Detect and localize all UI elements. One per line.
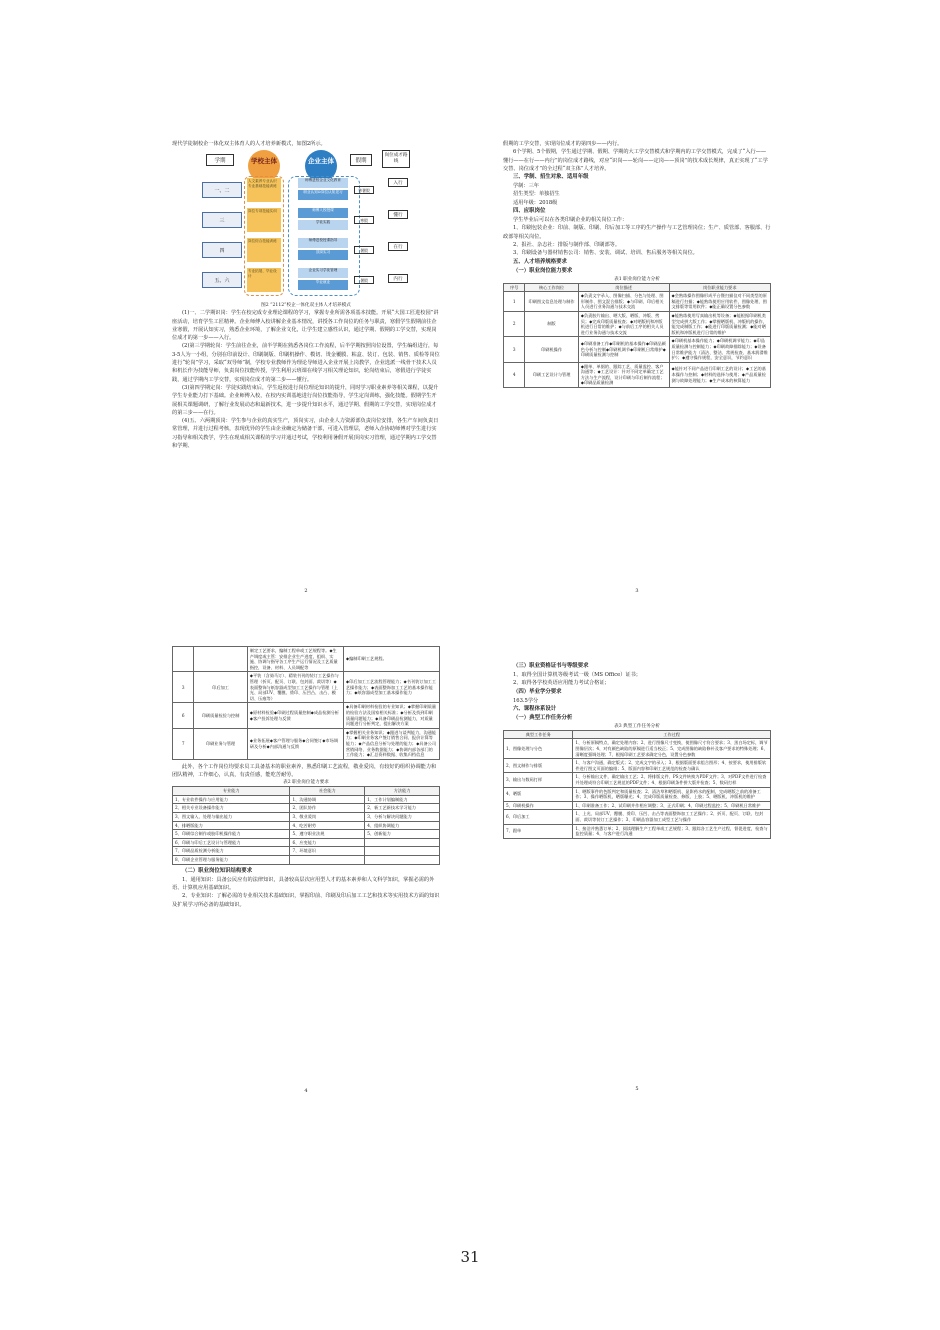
subsection-heading: （四）毕业学分要求	[513, 688, 562, 695]
page-number: 3	[635, 588, 639, 594]
table-header-cell: 序号	[504, 283, 525, 292]
table-header-cell: 方法能力	[365, 787, 440, 796]
document-page-2	[172, 140, 440, 600]
table-row	[173, 856, 440, 865]
vacation-box: 寒暑假	[354, 186, 374, 194]
table-cell: 2、团队协作	[290, 804, 365, 813]
table-cell: 1、图像处理与分色	[504, 739, 573, 759]
table-cell: 7、印刷品质检测分析能力	[173, 847, 290, 856]
table-cell: 3、分析与解决问题能力	[365, 813, 440, 822]
table-cell: 印刷图文信息处理与制作	[525, 292, 578, 312]
table-row	[173, 647, 440, 672]
term-header: 学期	[206, 154, 234, 166]
table-cell: 5、遵守职业法规	[290, 830, 365, 839]
document-page-5	[503, 662, 771, 1098]
table-cell: ◆原材料检验◆印刷过程质量控制◆成品检测分析◆客户投诉处理与反馈	[247, 703, 343, 728]
school-item: 专业拓展、毕业设计	[247, 268, 281, 292]
table-row	[173, 830, 440, 839]
table-row	[173, 728, 440, 759]
paragraph: (2)第三学期轮岗：学生前往企业，前半学期在熟悉各岗位工作流程，后半学期按照岗位设置，学生编组进行，每3-5人为一小组，分别在印前设计、印刷制版、印刷机操作、模切、烫金覆膜、粘盒、装订、包装、销售、质检等岗位进行“轮岗”学习，采取“双导师”制，学校专业教师作为理论导师进入企业开展上岗教学，企业选派一线骨干技术人员和机长作为技能导师，负责岗位技能传授，学生利用云班课在线学习相关理论知识，轮岗结束后，寒假进行学徒实践，通过学期内工学交替，实现岗位成才的第二步——懂行。	[172, 343, 440, 383]
table-cell: 印刷质量检验与控制	[194, 703, 247, 728]
table-cell: 制版	[525, 311, 578, 336]
paragraph: (4)五、六两期顶岗：学生参与企业的真实生产，顶岗实习，由企业人力资源部负责岗位安排，各生产车间负责日常管理，并进行过程考核，表现优异的学生由企业确定为储备干部，可进入管理层，老师入企协助师傅对学生进行实习指导和相关教学，学生在现成相关课程的学习并通过考试，学校利用暑假开展顶岗实习管理，通过学期内工学交替和学期、	[172, 418, 439, 450]
table-row	[173, 703, 440, 728]
table-cell: 1、与客户沟通，确定版式；2、完成文字的录入；3、根据版面要求组合图形；4、按要求，使用排版软件进行图文页面的编排；5、版面内容和印刷工艺规范的检查与确认	[573, 759, 771, 773]
table-cell: ◆印刷准备工作◆印刷机的基本操作◆印刷品颜色分析与控制◆印刷机调节◆印刷机日常维护◆印刷质量检测与控制	[578, 337, 669, 362]
route-step: 内行	[388, 274, 408, 283]
table-cell: ◆跟单、单据的、跟踪工艺、质量监控、客户沟通等；◆工艺设计：针对不同定单确定工艺方法与生产流程，设计印刷与印后制作流程；◆印刷品质量检测	[578, 362, 669, 387]
enterprise-item: 职业认知&岗位认知见习	[298, 190, 348, 200]
table-row	[504, 739, 771, 759]
enterprise-item: 师傅进校企业文化教育	[298, 178, 348, 188]
school-item: 岗位综合技能训练	[247, 238, 281, 262]
table-cell: 1	[504, 292, 525, 312]
table-cell: 2、相关专业设备操作能力	[173, 804, 290, 813]
training-model-figure	[172, 150, 440, 300]
paragraph: 163.5学分	[513, 697, 539, 704]
table-cell: 5、印刷综合制作或胶印机操作能力	[173, 830, 290, 839]
paragraph: 假期的工学交替，实现岗位成才的第四步——内行。	[503, 141, 623, 147]
list-item: 1、印刷包装企业：印前、制版、印刷、印后加工等工序的生产操作与工艺管理岗位；生产、质管部、客服部、行政部等相关岗位。	[503, 225, 771, 240]
table-cell: ◆印刷机基本操作能力；◆印刷机调节能力；◆印品质量检测与控制能力；◆印刷故障排除能力；◆设备日常维护能力（清洁、整洁、常规检查、基本润滑维护）；◆遵守操作规程，安全意识，节约意识	[669, 337, 770, 362]
table-header-cell: 工作过程	[573, 730, 771, 739]
list-item: 学制：三年	[513, 183, 539, 190]
table-header-cell: 典型工作任务	[504, 730, 573, 739]
table-cell: ◆能熟练使用写真输出机等设备；◆能根据印刷机类型完成拼大版工作；◆掌握晒版机、冲版机的操作，能完成制版工作；◆能进行印版质量检测；◆能对晒版机和冲版机进行日常的维护	[669, 311, 770, 336]
table-header-cell: 社会能力	[290, 787, 365, 796]
enterprise-item: 学徒实践	[298, 220, 348, 230]
page-number: 5	[635, 1086, 639, 1092]
table-header-row	[504, 283, 771, 292]
table-cell: 1、接洽并熟悉订单；2、阅读理解生产工程单或工艺规程；3、跟踪各工艺生产过程，督促进度，检查与监控质量；4、与客户进行沟通	[573, 824, 771, 838]
table-cell: 3	[173, 672, 194, 703]
table-row	[504, 787, 771, 801]
enterprise-subject-label: 企业主体	[308, 157, 334, 166]
table-cell: 6	[173, 703, 194, 728]
paragraph: (1)一、二学期识岗：学生在校完成专业理论课程的学习，掌握专业所需各项基本技能。开展“大国工匠进校园”讲座活动，培育学生工匠精神。企业师傅入校讲解企业基本情况，讲授各工作岗位的任务与职责，寒假学生假期前往企业寒假，开展认知实习，熟悉企业环境，了解企业文化，让学生建立感性认识，通过学期、假期的工学交替，实现岗位成才的第一步——入行。	[172, 310, 439, 342]
school-item: 岗位专项技能实训	[247, 208, 281, 232]
table-cell	[290, 856, 365, 865]
table-cell: 3	[504, 337, 525, 362]
table-cell: ◆印后加工工艺流程管理能力；◆书刊装订加工工艺操作能力；◆表面整饰加工工艺的基本操作能力；◆纸容器成型加工基本操作能力	[343, 672, 439, 703]
subsection-heading: （一）职业岗位能力要求	[513, 267, 573, 274]
list-item: 3、印刷设备与器材销售公司：销售、安装、调试、培训、售后服务等相关岗位。	[513, 250, 698, 257]
term-box: 五、六	[202, 272, 242, 288]
table-row	[504, 292, 771, 312]
table-cell	[173, 647, 194, 672]
table-cell: 1、工作计划编制能力	[365, 795, 440, 804]
table-cell: 1、上光、局部UV、覆膜、烫印、压凹、击凸等表面整饰加工工艺操作；2、折页、配页、订联、包封面、裁切等装订工艺操作；3、印刷品容器加工成型工艺与操作	[573, 810, 771, 824]
intro-text: 现代学徒制校企一体化双主体育人的人才培养新模式，如图2所示。	[172, 141, 326, 147]
paragraph: 6个学期、5个假期，学生通过学期、假期、学期的大工学交替模式和学期内的工学交替模式，完成了“入行——懂行——在行——内行”的岗位成才路线，对应“识岗——轮岗——定岗——顶岗”的技术成长规律，真正实现了“工学交替、岗位成才”的全过程“双主体”人才培养。	[503, 149, 768, 172]
table-cell	[365, 856, 440, 865]
table-cell: ◆负责文字录入、图像扫描、分色与处理、图形制作、图文混合排版；◆与印刷、印后相关人员进行业务沟通与技术交流	[578, 292, 669, 312]
table-cell: 1、分析输出文件，确定输出工艺；2、将排版文件、PS文件转换为PDF文件；3、对PDF文件进行检查并处理成符合印刷工艺规范的PDF文件；4、根据印刷条件拼大版并检查；5、数码打样	[573, 773, 771, 787]
enterprise-item: 师傅入校授课	[298, 208, 348, 218]
table-header-row	[173, 787, 440, 796]
route-step: 懂行	[388, 210, 408, 219]
table-row	[504, 824, 771, 838]
table-cell: 2、图文制作与排版	[504, 759, 573, 773]
table-cell: 6、印刷与印后工艺设计与管理能力	[173, 838, 290, 847]
paragraph: 2、专业知识：了解必需的专业相关技术基础知识，掌握印前、印刷及印后加工工艺和技术等实用技术方面的知识及扩展学习所必备的基础知识。	[172, 893, 440, 908]
table-cell: 3、图文输入、处理与输出能力	[173, 813, 290, 822]
table-row	[173, 804, 440, 813]
table-cell: 印刷业务与管理	[194, 728, 247, 759]
table-header-cell: 岗位职业能力要求	[669, 283, 770, 292]
table-cell: ◆负责胶片输出、晒大版、晒版、冲版、拷贝；◆完成印版质量检查；◆对晒版机和冲版机进行日常的维护；◆与前后工序的相关人员进行业务沟通与技术交流	[578, 311, 669, 336]
figure-caption: 图2 “2112”校企一体化双主体人才培养模式	[261, 303, 351, 309]
table-cell: 1、沟通协调	[290, 795, 365, 804]
table-cell: 2、新工艺新技术学习能力	[365, 804, 440, 813]
table-cell: ◆编制印刷工艺规程。	[343, 647, 439, 672]
table-cell: 4、吃苦耐劳	[290, 821, 365, 830]
table-cell: 1、分析原稿特点，确定处理内容；2、进行图像尺寸变换，使图像尺寸符合要求；3、黑白场定标，调节图像层次；4、对有颜色缺陷的原稿进行适当校正；5、完成图像的缺陷修补及客户要求的特殊处理；6、清晰度强调处理；7、根据印刷工艺要求确定分色，设置分色参数	[573, 739, 771, 759]
table-cell: ◆能针对不同产品进行印刷工艺的设计；◆工艺的基本操作与控制；◆材料的选择与使用；◆产品质量检测与故障处理能力；◆生产成本的核算能力	[669, 362, 770, 387]
subsection-heading: （三）职业资格证书与等级要求	[513, 663, 589, 669]
table-cell: 6、应变能力	[290, 838, 365, 847]
table-cell	[365, 847, 440, 856]
vacation-box: 寒假	[354, 216, 374, 224]
table-cell: 3、敬业爱岗	[290, 813, 365, 822]
table-caption: 表3 典型工作任务分析	[614, 723, 660, 729]
term-box: 一、二	[202, 182, 242, 198]
route-header: 岗位成才路线	[382, 150, 410, 168]
vacation-header: 假期	[350, 154, 372, 166]
table-cell: 7、跟单	[504, 824, 573, 838]
route-step: 在行	[388, 242, 408, 251]
paragraph: 此外，各个工作岗位均要求员工具备基本的职业素养，熟悉印刷工艺流程，敬业爱岗，有较好的组织协调能力和团队精神，工作细心，认真，有责任感，能吃苦耐劳。	[172, 763, 437, 778]
typical-task-table	[503, 730, 771, 839]
table-cell: 2	[504, 311, 525, 336]
document-page-4	[172, 646, 440, 1100]
table-row	[173, 672, 440, 703]
table-caption: 表2 职业岗位能力要求	[283, 780, 329, 786]
document-page-3	[503, 140, 771, 600]
table-cell: ◆掌握相关业务知识；◆跟进与谈判能力，沟通能力；◆印刷业务客户签订销售合同、报价计算等能力；◆产品信息分析与处理的能力；◆具备公司营销网络、业务数据能力；◆协调内部各部门的工作能力；◆汇总资料数据、收集归档信息	[343, 728, 439, 759]
enterprise-item: 顶岗实习	[298, 250, 348, 260]
page-number: 2	[304, 588, 308, 594]
table-cell: 1、专业软件操作与应用能力	[173, 795, 290, 804]
vacation-box: 暑假	[354, 276, 374, 284]
table-cell: 8、印刷企业管理与服务能力	[173, 856, 290, 865]
table-cell: 1、晒版事件的色版判定和质量检查；2、清洁草和晒版机、显影药水的配制，完成晒版之前的准备工作；3、操作晒版机，晒版曝光；4、完成印版质量检查、修版、上胶；5、晒版机、冲版机的维护	[573, 787, 771, 801]
job-ability-table-continued	[172, 646, 440, 760]
subsection-heading: （二）职业岗位知识结构要求	[182, 867, 253, 874]
list-item: 2、报社、杂志社：排版与制作部、印刷部等。	[513, 241, 621, 248]
list-item: 1、取得全国计算机等级考试一级（MS Office）证书；	[513, 672, 641, 678]
list-item: 招生类型：单独招生	[513, 191, 560, 198]
school-item: 人文素养专业认识专业基础技能训练	[247, 178, 281, 202]
table-cell: 印刷机操作	[525, 337, 578, 362]
enterprise-item: 企业实习学徒管理	[298, 268, 348, 278]
table-cell	[365, 838, 440, 847]
section-heading: 六、课程体系设计	[513, 705, 557, 712]
table-row	[504, 362, 771, 387]
paragraph: 1、通用知识：具备公民应有的法律知识，具备较高层次应用型人才的基本素养和人文科学知识，掌握必需的外语、计算机应用基础知识。	[172, 876, 435, 891]
paragraph: (3)第四学期定岗：学徒实践结束后，学生返校进行岗位理论知识的提升，同时学习职业素养等相关课程，以提升学生专业能力打下基础。企业师傅入校，在校内实训基地进行岗位技能指导，学生定岗训练，强化技能。假期学生开展相关课题调研，了解行业发展动态和最新技术，进一步提升知识水平，通过学期、假期的工学交替，实现岗位成才的第三步——在行。	[172, 384, 439, 416]
table-header-cell: 岗位描述	[578, 283, 669, 292]
vacation-box: 暑假	[354, 246, 374, 254]
table-row	[173, 838, 440, 847]
table-cell: ◆具备印刷材料检验的专业知识；◆掌握印刷质量的检验方法及国家相关标准；◆分析及找到印刷质量问题能力；◆具备印刷品检测能力，对质量问题进行分析判定，提出解决方案	[343, 703, 439, 728]
section-heading: 三、学制、招生对象、适用年级	[513, 174, 589, 181]
table-row	[504, 801, 771, 810]
table-row	[173, 813, 440, 822]
job-ability-table	[503, 283, 771, 389]
table-cell: 1、印刷准备工作；2、试印刷并作相应调整；3、正式印刷；4、印刷过程监控；5、印刷机日常维护	[573, 801, 771, 810]
term-box: 三	[202, 212, 242, 228]
section-heading: 五、人才培养规格要求	[513, 258, 567, 265]
table-row	[504, 810, 771, 824]
table-cell: ◆业务拓展◆客户管理与服务◆合同签订◆市场调研及分析◆内部沟通与反馈	[247, 728, 343, 759]
table-cell: 制定工艺要求，编制工程单或工艺规程等。◆生产调度或主管：安排企业生产进度，组织、实施、协调与指导各工序生产运行情况及工艺质量指控，设备、材料、人员调配等	[247, 647, 343, 672]
table-row	[173, 795, 440, 804]
table-row	[504, 311, 771, 336]
school-subject-label: 学校主体	[251, 157, 277, 166]
enterprise-item: 毕业就业	[298, 280, 348, 290]
list-item: 适用年级：2018级	[513, 199, 558, 206]
table-cell: 4、排晒版能力	[173, 821, 290, 830]
table-cell: 印后加工	[194, 672, 247, 703]
table-cell: 7	[173, 728, 194, 759]
term-box: 四	[202, 242, 242, 258]
table-cell: 4、晒版	[504, 787, 573, 801]
list-item: 2、取得各学校英语应用能力考试合格证；	[513, 680, 610, 687]
table-cell: ◆会熟练操作图像形成平台暨扫描仪对不同类型的原稿进行扫描；◆能熟练使用应用软件，图像处理、图文排版等常用软件；◆能正确设置分色参数	[669, 292, 770, 312]
table-cell: 5、创新能力	[365, 830, 440, 839]
table-cell	[194, 647, 247, 672]
sheet-page-number: 31	[460, 1248, 480, 1266]
table-cell: ◆平装（含骑马订）、精装书刊的装订工艺操作与管理（折页、配页、订联、包封面、裁切等）◆表面整饰与纸容器成型加工工艺操作与管理（上光、局部UV、覆膜、烫印、压凹凸、击凸、模切、压痕等）	[247, 672, 343, 703]
table-row	[504, 759, 771, 773]
table-row	[504, 773, 771, 787]
paragraph: 学生毕业后可以在各类印刷企业的相关岗位工作：	[513, 217, 628, 224]
table-cell: 3、输出与数码打样	[504, 773, 573, 787]
table-cell: 4、组织协调能力	[365, 821, 440, 830]
ability-requirements-table	[172, 786, 440, 864]
table-header-cell: 核心工作岗位	[525, 283, 578, 292]
table-row	[504, 337, 771, 362]
subsection-heading: （一）典型工作任务分析	[513, 714, 573, 721]
table-cell: 4	[504, 362, 525, 387]
route-step: 入行	[388, 178, 408, 187]
table-header-cell: 专业能力	[173, 787, 290, 796]
table-row	[173, 821, 440, 830]
table-cell: 6、印后加工	[504, 810, 573, 824]
table-cell: 5、印刷机操作	[504, 801, 573, 810]
section-heading: 四、应职岗位	[513, 208, 546, 215]
page-number: 4	[304, 1088, 308, 1094]
enterprise-item: 师傅进校授课指导	[298, 238, 348, 248]
table-cell: 印刷工艺设计与管理	[525, 362, 578, 387]
table-caption: 表1 职业岗位能力分析	[614, 276, 660, 282]
table-cell: 7、环境意识	[290, 847, 365, 856]
table-row	[173, 847, 440, 856]
table-header-row	[504, 730, 771, 739]
